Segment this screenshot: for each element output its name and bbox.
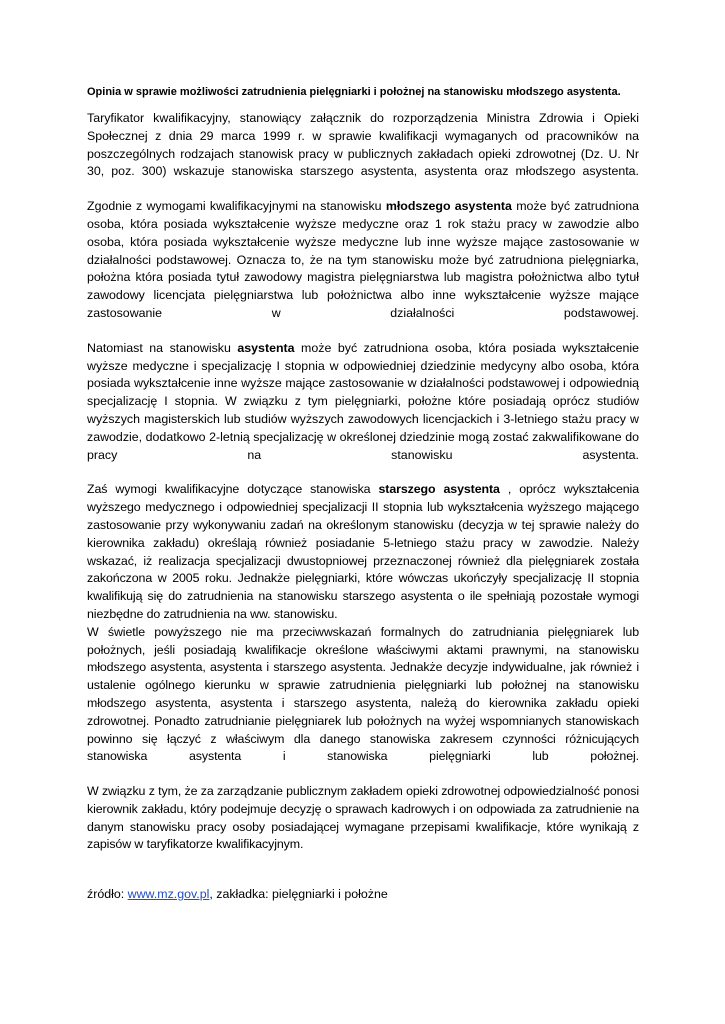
paragraph-text: Natomiast na stanowisku — [87, 340, 238, 355]
document-title: Opinia w sprawie możliwości zatrudnienia pielęgniarki i położnej na stanowisku młodszego asystenta. — [87, 86, 621, 98]
paragraph-text: , oprócz wykształcenia wyższego medycznego i odpowiedniej specjalizacji II stopnia lub wykształcenia wyższego mającego zastosowanie przy wykonywaniu zadań na określonym stanowisku (decyzja w tej sprawie należy do kierownika zakładu) określają również posiadanie 5-letniego stażu pracy w zawodzie. Należy wskazać, iż realizacja specjalizacji dwustopniowej przeznaczonej również dla pielęgniarek została zakończona w 2005 roku. Jednakże pielęgniarki, które wówczas ukończyły specjalizację II stopnia kwalifikują się do zatrudnienia na stanowisku starszego asystenta o ile spełniają pozostałe wymogi niezbędne do zatrudnienia na ww. stanowisku. — [87, 482, 639, 621]
source-label: źródło: — [87, 887, 128, 902]
paragraph-text: może być zatrudniona osoba, która posiada wykształcenie wyższe medyczne oraz 1 rok stażu pracy w zawodzie albo osoba, która posiada wykształcenie wyższe medyczne lub inne wyższe mające zastosowanie w działalności podstawowej. Oznacza to, że na tym stanowisku może być zatrudniona pielęgniarka, położna która posiada tytuł zawodowy magistra pielęgniarstwa lub magistra położnictwa albo tytuł zawodowy licencjata pielęgniarstwa lub położnictwa albo inne wykształcenie wyższe mające zastosowanie w działalności podstawowej. — [87, 199, 640, 320]
paragraph-text: Zaś wymogi kwalifikacyjne dotyczące stanowiska — [87, 482, 379, 497]
paragraph-text: może być zatrudniona osoba, która posiada wykształcenie wyższe medyczne i specjalizację I stopnia w odpowiedniej dziedzinie medycyny albo osoba, która posiada wykształcenie inne wyższe mające zastosowanie w działalności podstawowej i odpowiednią specjalizację I stopnia. W związku z tym pielęgniarki, położne które posiadają oprócz studiów wyższych magisterskich lub studiów wyższych zawodowych licencjackich i 3-letniego stażu pracy w zawodzie, dodatkowo 2-letnią specjalizację w określonej dziedzinie mogą zostać zakwalifikowane do pracy na stanowisku asystenta. — [87, 340, 639, 462]
paragraph-text: Zgodnie z wymogami kwalifikacyjnymi na stanowisku — [87, 199, 386, 214]
document-page — [87, 84, 639, 904]
paragraph-taryfikator: Taryfikator kwalifikacyjny, stanowiący załącznik do rozporządzenia Ministra Zdrowia i Opieki Społecznej z dnia 29 marca 1999 r. w sprawie kwalifikacji wymaganych od pracowników na poszczególnych rodzajach stanowisk pracy w publicznych zakładach opieki zdrowotnej (Dz. U. Nr 30, poz. 300) wskazuje stanowiska starszego asystenta, asystenta oraz młodszego asystenta. — [87, 111, 639, 179]
paragraph-starszy-asystent — [87, 481, 639, 623]
source-line — [87, 886, 639, 904]
paragraph-konkluzja: W świetle powyższego nie ma przeciwwskazań formalnych do zatrudniania pielęgniarek lub położnych, jeśli posiadają kwalifikacje określone właściwymi aktami prawnymi, na stanowisku młodszego asystenta, asystenta i starszego asystenta. Jednakże decyzje indywidualne, jak również i ustalenie ogólnego kierunku w sprawie zatrudnienia pielęgniarki lub położnej na stanowisku młodszego asystenta, asystenta i starszego asystenta, należą do kierownika zakładu opieki zdrowotnej. Ponadto zatrudnianie pielęgniarek lub położnych na wyżej wspomnianych stanowiskach powinno się łączyć z właściwym dla danego stanowiska zakresem czynności różnicujących stanowiska asystenta i stanowiska pielęgniarki lub położnej. — [87, 624, 639, 764]
bold-term-mlodszy-asystent: młodszego asystenta — [385, 199, 512, 214]
bold-term-asystent: asystenta — [237, 340, 295, 355]
paragraph-odpowiedzialnosc: W związku z tym, że za zarządzanie publicznym zakładem opieki zdrowotnej odpowiedzialność ponosi kierownik zakładu, który podejmuje decyzję o sprawach kadrowych i on odpowiada za zatrudnienie na danym stanowisku pracy osoby posiadającej wymagane przepisami kwalifikacje, które wynikają z zapisów w taryfikatorze kwalifikacyjnym. — [87, 784, 639, 852]
bold-term-starszy-asystent: starszego asystenta — [378, 482, 500, 497]
paragraph-asystent — [87, 340, 639, 465]
source-link[interactable]: www.mz.gov.pl — [127, 887, 210, 902]
paragraph-mlodszy-asystent — [87, 198, 639, 323]
source-suffix: , zakładka: pielęgniarki i położne — [209, 887, 388, 902]
